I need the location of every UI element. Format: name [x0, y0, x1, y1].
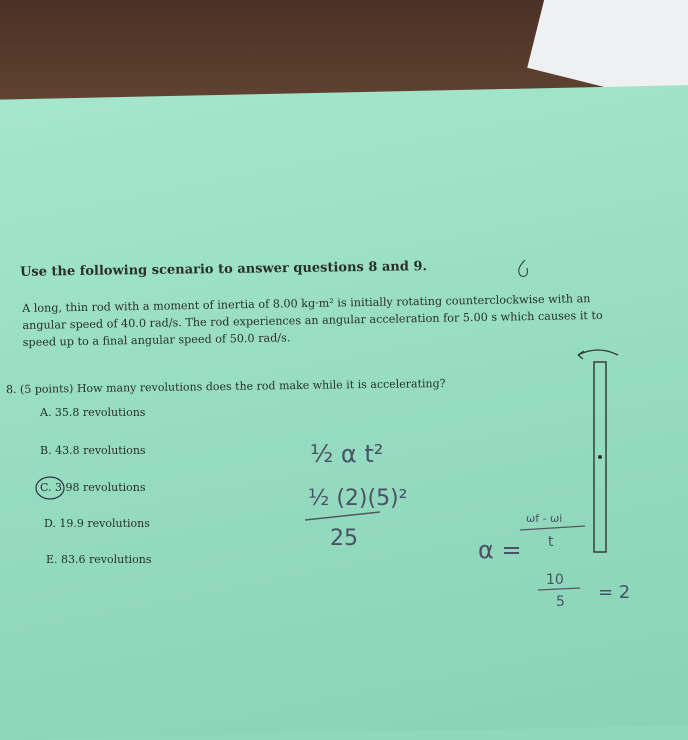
scenario-line: speed up to a final angular speed of 50.0 rad/s. [22, 331, 291, 349]
rotation-arrow [578, 350, 618, 355]
fraction-bar [538, 588, 580, 590]
rotation-mark [519, 260, 528, 276]
hw-formula: ½ α t² [310, 440, 384, 468]
hw-time: t [548, 534, 554, 550]
hw-alpha: α = [478, 536, 522, 564]
hw-ten: 10 [546, 572, 564, 588]
hw-two: = 2 [598, 582, 631, 603]
hw-five: 5 [556, 594, 565, 610]
option-c: C. 3.98 revolutions [40, 481, 146, 494]
fraction-bar [520, 526, 585, 530]
fraction-bar [305, 512, 380, 520]
hw-omega-diff: ωf - ωi [526, 512, 563, 525]
question-8: 8. (5 points) How many revolutions does the rod make while it is accelerating? [5, 376, 446, 397]
arrow-head [578, 351, 584, 359]
option-e: E. 83.6 revolutions [46, 553, 152, 566]
scenario-line: A long, thin rod with a moment of inertia of 8.00 kg·m² is initially rotating counterclockwise with an [22, 292, 591, 315]
scenario-heading: Use the following scenario to answer questions 8 and 9. [19, 259, 428, 280]
option-b: B. 43.8 revolutions [40, 444, 146, 457]
hw-substitution: ½ (2)(5)² [308, 486, 408, 511]
hw-result: 25 [330, 526, 358, 551]
rod-axis-point [598, 455, 602, 459]
scenario-line: angular speed of 40.0 rad/s. The rod experiences an angular acceleration for 5.00 s which causes it to [22, 308, 603, 332]
option-a: A. 35.8 revolutions [40, 406, 146, 419]
option-d: D. 19.9 revolutions [44, 517, 150, 530]
answer-circle [36, 477, 64, 499]
